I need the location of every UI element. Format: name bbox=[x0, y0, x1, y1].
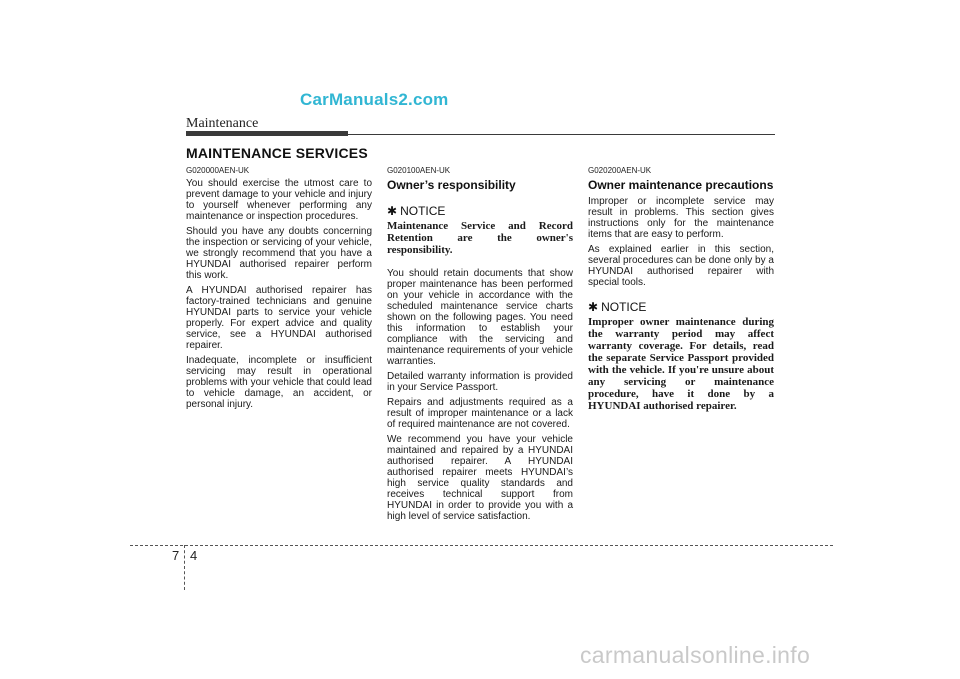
header-rule-thin bbox=[348, 134, 775, 135]
notice-star-icon: ✱ bbox=[588, 300, 599, 314]
section-title: MAINTENANCE SERVICES bbox=[186, 145, 368, 161]
paragraph: Repairs and adjustments required as a result of improper maintenance or a lack of required maintenance are not covered. bbox=[387, 397, 573, 430]
paragraph: Detailed warranty information is provided in your Service Passport. bbox=[387, 371, 573, 393]
paragraph: A HYUNDAI authorised repairer has factory-trained technicians and genuine HYUNDAI parts to service your vehicle properly. For expert advice and quality service, see a HYUNDAI authorised repairer. bbox=[186, 285, 372, 351]
watermark-logo: CarManuals2.com bbox=[300, 90, 449, 109]
footer-dashed-divider bbox=[184, 545, 185, 590]
section-code: G020000AEN-UK bbox=[186, 166, 250, 175]
paragraph: Improper or incomplete service may result in problems. This section gives instructions only for the maintenance items that are easy to perform. bbox=[588, 196, 774, 240]
notice-star-icon: ✱ bbox=[387, 204, 398, 218]
notice-text: Maintenance Service and Record Retention are the owner's responsibility. bbox=[387, 220, 573, 256]
notice-header bbox=[588, 300, 774, 314]
paragraph: You should exercise the utmost care to prevent damage to your vehicle and injury to yourself whenever performing any maintenance or inspection procedures. bbox=[186, 178, 372, 222]
column-owner-responsibility bbox=[387, 166, 573, 526]
paragraph: Should you have any doubts concerning the inspection or servicing of your vehicle, we strongly recommend that you have a HYUNDAI authorised repairer perform this work. bbox=[186, 226, 372, 281]
paragraph: We recommend you have your vehicle maintained and repaired by a HYUNDAI authorised repairer. A HYUNDAI authorised repairer meets HYUNDAI’s high service quality standards and receives technical support from HYUNDAI in order to provide you with a high level of service satisfaction. bbox=[387, 434, 573, 522]
section-code: G020100AEN-UK bbox=[387, 166, 451, 175]
section-code: G020200AEN-UK bbox=[588, 166, 652, 175]
page-number: 4 bbox=[190, 548, 198, 563]
notice-label: NOTICE bbox=[601, 300, 647, 314]
notice-header bbox=[387, 204, 573, 218]
site-watermark-footer: carmanualsonline.info bbox=[580, 642, 811, 668]
paragraph: As explained earlier in this section, several procedures can be done only by a HYUNDAI authorised repairer with special tools. bbox=[588, 244, 774, 288]
notice-label: NOTICE bbox=[400, 204, 446, 218]
page-header-title: Maintenance bbox=[186, 116, 259, 131]
paragraph: Inadequate, incomplete or insufficient servicing may result in operational problems with your vehicle that could lead to vehicle damage, an accident, or personal injury. bbox=[186, 355, 372, 410]
column-general bbox=[186, 166, 372, 414]
footer-dashed-rule bbox=[130, 545, 833, 546]
owner-responsibility-heading: Owner’s responsibility bbox=[387, 178, 516, 192]
header-rule-thick bbox=[186, 131, 348, 136]
owner-precautions-heading: Owner maintenance precautions bbox=[588, 178, 774, 192]
chapter-number: 7 bbox=[172, 548, 180, 563]
paragraph: You should retain documents that show proper maintenance has been performed on your vehicle in accordance with the scheduled maintenance service charts shown on the following pages. You need this information to establish your compliance with the servicing and maintenance requirements of your vehicle warranties. bbox=[387, 268, 573, 367]
notice-text: Improper owner maintenance during the warranty period may affect warranty coverage. For details, read the separate Service Passport provided with the vehicle. If you're unsure about any servicing or maintenance procedure, have it done by a HYUNDAI authorised repairer. bbox=[588, 316, 774, 412]
column-owner-precautions bbox=[588, 166, 774, 424]
